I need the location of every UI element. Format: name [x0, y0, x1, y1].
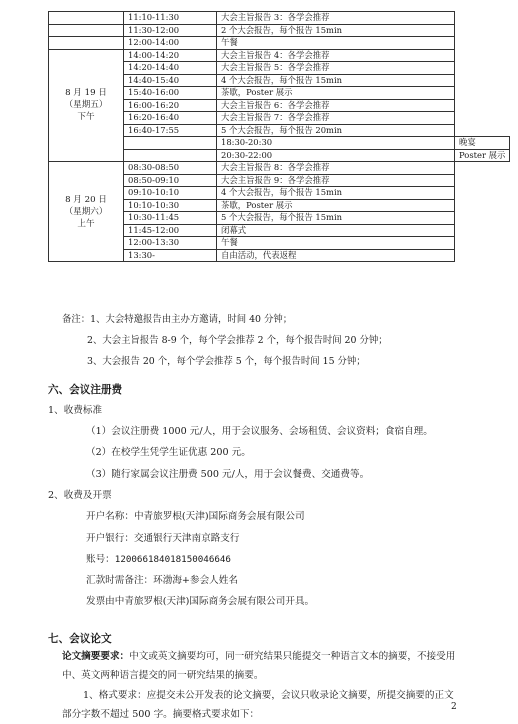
schedule-notes	[62, 309, 388, 372]
date-cell-empty	[49, 12, 124, 25]
account-name: 开户名称：中青旅罗根(天津)国际商务会展有限公司	[86, 511, 305, 522]
date-cell-empty	[124, 149, 217, 162]
time-cell: 14:20-14:40	[124, 62, 217, 75]
item-cell: 茶歇，Poster 展示	[217, 87, 455, 100]
paper-format-requirements: 1、格式要求：应提交未公开发表的论文摘要，会议只收录论文摘要，所提交摘要的正文部分字数不超过 500 字。摘要格式要求如下：	[62, 690, 454, 720]
time-cell: 12:00-13:30	[124, 237, 217, 250]
item-cell: 大会主旨报告 9：各学会推荐	[217, 174, 455, 187]
date-cell-empty	[49, 37, 124, 50]
account-number: 120066184018150046646	[114, 554, 231, 565]
item-cell: 4 个大会报告，每个报告 15min	[217, 74, 455, 87]
item-cell: 大会主旨报告 3：各学会推荐	[217, 12, 455, 25]
table-row	[49, 12, 510, 25]
account-number-label: 账号：	[86, 554, 115, 565]
date-cell-empty	[124, 137, 217, 150]
time-cell: 13:30-	[124, 249, 217, 262]
item-cell: 4 个大会报告，每个报告 15min	[217, 187, 455, 200]
date-cell-day20	[49, 162, 124, 262]
section-heading-paper: 七、会议论文	[48, 633, 112, 645]
time-cell: 14:00-14:20	[124, 49, 217, 62]
item-cell: 茶歇，Poster 展示	[217, 199, 455, 212]
item-cell: 2 个大会报告，每个报告 15min	[217, 24, 455, 37]
date-cell-empty	[49, 24, 124, 37]
item-cell: 午餐	[217, 237, 455, 250]
date-weekday: （星期五）	[64, 100, 108, 111]
date-period: 上午	[77, 218, 95, 229]
fee-item-3: （3）随行家属会议注册费 500 元/人，用于会议餐费、交通费等。	[86, 469, 370, 480]
time-cell: 11:30-12:00	[124, 24, 217, 37]
item-cell: 5 个大会报告，每个报告 15min	[217, 212, 455, 225]
table-row	[49, 37, 510, 50]
time-cell: 11:45-12:00	[124, 224, 217, 237]
item-cell: 自由活动，代表返程	[217, 249, 455, 262]
item-cell: 5 个大会报告，每个报告 20min	[217, 124, 455, 137]
item-cell: 大会主旨报告 6：各学会推荐	[217, 99, 455, 112]
schedule-table	[48, 11, 510, 262]
fee-item-1: （1）会议注册费 1000 元/人，用于会议服务、会场租赁、会议资料；食宿自理。	[86, 426, 433, 437]
paper-paragraph-1: 中文或英文摘要均可，同一研究结果只能提交一种语言文本的摘要，不接受用中、英文两种语言提交的同一研究结果的摘要。	[62, 651, 456, 681]
time-cell: 15:40-16:00	[124, 87, 217, 100]
table-row	[49, 24, 510, 37]
time-cell: 12:00-14:00	[124, 37, 217, 50]
invoice-note: 发票由中青旅罗根(天津)国际商务会展有限公司开具。	[86, 596, 315, 607]
time-cell: 08:30-08:50	[124, 162, 217, 175]
fee-subheading-standard: 1、收费标准	[48, 405, 103, 416]
date-date: 8 月 19 日	[65, 88, 107, 99]
fee-subheading-invoice: 2、收费及开票	[48, 490, 112, 501]
date-cell-day19	[49, 49, 124, 162]
paper-lead: 论文摘要要求：	[62, 651, 130, 662]
time-cell: 08:50-09:10	[124, 174, 217, 187]
time-cell: 18:30-20:30	[217, 137, 455, 150]
time-cell: 10:10-10:30	[124, 199, 217, 212]
item-cell: 大会主旨报告 4：各学会推荐	[217, 49, 455, 62]
date-period: 下午	[77, 112, 95, 123]
remit-note: 汇款时需备注：环渤海+参会人姓名	[86, 575, 238, 586]
time-cell: 10:30-11:45	[124, 212, 217, 225]
account-number-line	[86, 551, 231, 565]
table-row	[49, 162, 510, 175]
time-cell: 16:40-17:55	[124, 124, 217, 137]
time-cell: 11:10-11:30	[124, 12, 217, 25]
date-weekday: （星期六）	[64, 206, 108, 217]
paper-abstract-requirements	[62, 648, 460, 685]
table-row	[49, 49, 510, 62]
note-1: 备注：1、大会特邀报告由主办方邀请，时间 40 分钟；	[62, 314, 293, 325]
bank-name: 开户银行：交通银行天津南京路支行	[86, 533, 240, 544]
time-cell: 14:40-15:40	[124, 74, 217, 87]
fee-item-2: （2）在校学生凭学生证优惠 200 元。	[86, 447, 251, 458]
item-cell: Poster 展示	[455, 149, 510, 162]
item-cell: 大会主旨报告 5：各学会推荐	[217, 62, 455, 75]
section-heading-fee: 六、会议注册费	[48, 384, 123, 396]
item-cell: 闭幕式	[217, 224, 455, 237]
item-cell: 大会主旨报告 8：各学会推荐	[217, 162, 455, 175]
time-cell: 20:30-22:00	[217, 149, 455, 162]
item-cell: 大会主旨报告 7：各学会推荐	[217, 112, 455, 125]
page-number: 2	[451, 702, 457, 712]
date-date: 8 月 20 日	[65, 194, 107, 205]
note-3: 3、大会报告 20 个，每个学会推荐 5 个，每个报告时间 15 分钟；	[87, 356, 366, 367]
item-cell: 午餐	[217, 37, 455, 50]
time-cell: 16:00-16:20	[124, 99, 217, 112]
note-2: 2、大会主旨报告 8-9 个，每个学会推荐 2 个，每个报告时间 20 分钟；	[87, 335, 388, 346]
time-cell: 09:10-10:10	[124, 187, 217, 200]
time-cell: 16:20-16:40	[124, 112, 217, 125]
item-cell: 晚宴	[455, 137, 510, 150]
